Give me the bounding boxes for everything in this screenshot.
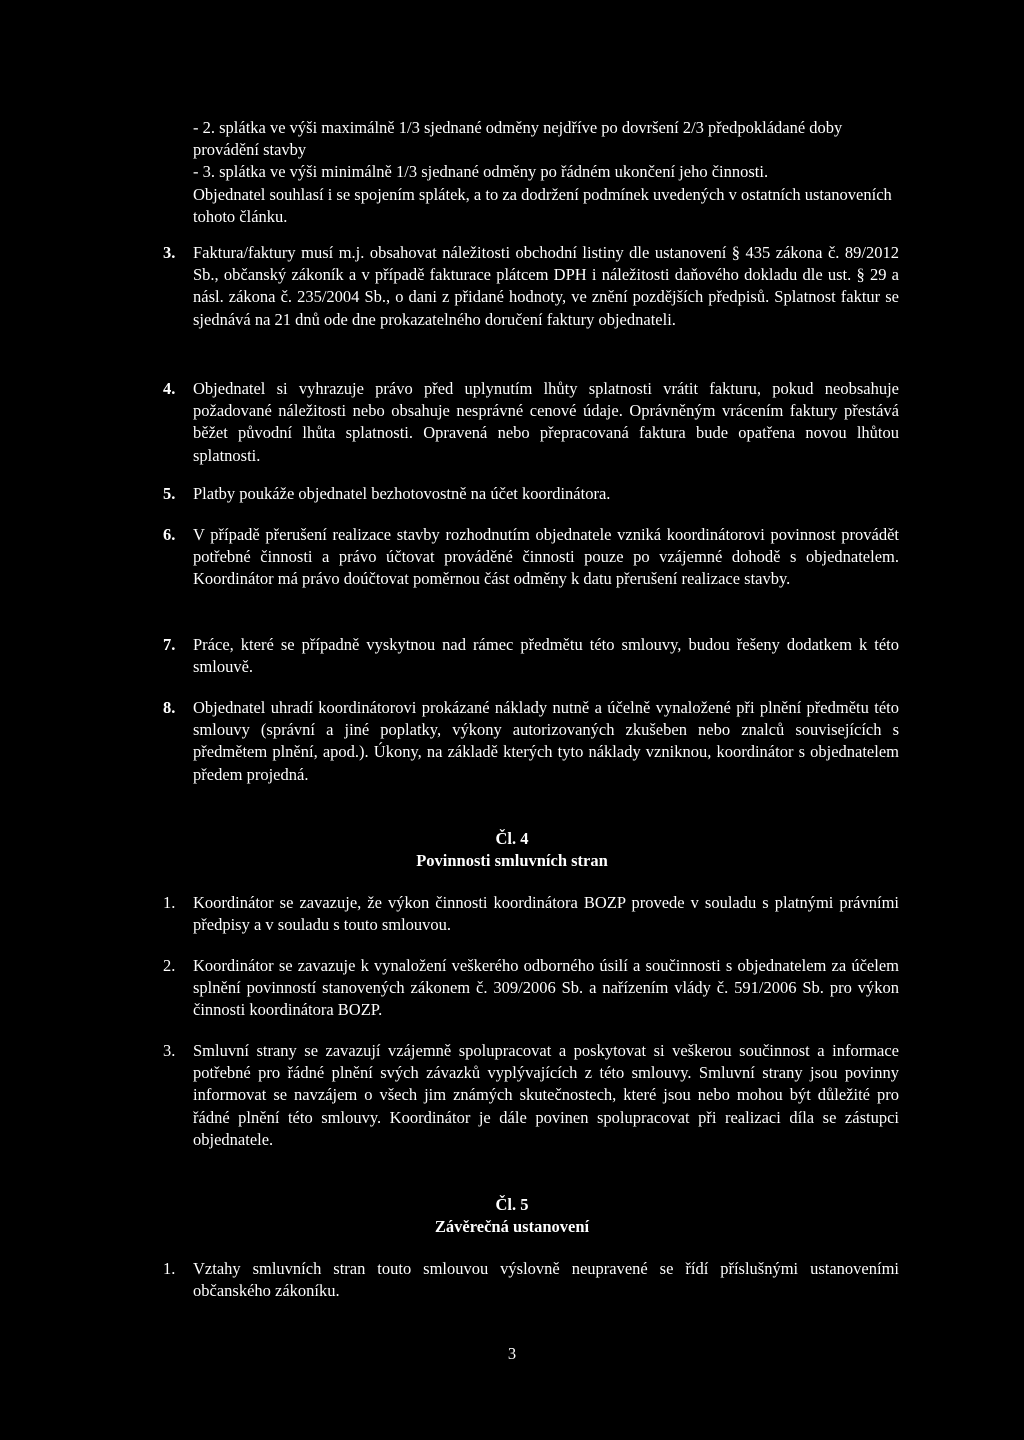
clause-number: 7. bbox=[163, 635, 176, 654]
clause-8 bbox=[163, 697, 899, 786]
clause-number: 5. bbox=[163, 484, 176, 503]
article-4-title: Povinnosti smluvních stran bbox=[416, 851, 608, 870]
clause-number: 3. bbox=[163, 243, 176, 262]
installment-2-line: - 2. splátka ve výši maximálně 1/3 sjednané odměny nejdříve po dovršení 2/3 předpokládané doby provádění stavby bbox=[193, 118, 843, 160]
clause-4 bbox=[163, 378, 899, 467]
article-4-clause-1 bbox=[163, 892, 899, 936]
clause-text: Koordinátor se zavazuje, že výkon činnosti koordinátora BOZP provede v souladu s platnými právními předpisy a v souladu s touto smlouvou. bbox=[193, 893, 899, 935]
clause-5 bbox=[163, 483, 899, 505]
clause-text: Platby poukáže objednatel bezhotovostně na účet koordinátora. bbox=[193, 484, 611, 503]
clause-text: Vztahy smluvních stran touto smlouvou výslovně neupravené se řídí příslušnými ustanoveními občanského zákoníku. bbox=[193, 1259, 899, 1301]
article-5-label: Čl. 5 bbox=[495, 1195, 529, 1214]
clause-number: 6. bbox=[163, 525, 176, 544]
clause-text: V případě přerušení realizace stavby rozhodnutím objednatele vzniká koordinátorovi povinnost provádět potřebné činnosti a právo účtovat prováděné činnosti pouze po vzájemné dohodě s objednatelem. Koordinátor má právo doúčtovat poměrnou část odměny k datu přerušení realizace stavby. bbox=[193, 525, 899, 589]
clause-text: Koordinátor se zavazuje k vynaložení veškerého odborného úsilí a součinnosti s objednatelem za účelem splnění povinností stanovených zákonem č. 309/2006 Sb. a nařízením vlády č. 591/2006 Sb. pro výkon činnosti koordinátora BOZP. bbox=[193, 956, 899, 1020]
clause-3 bbox=[163, 242, 899, 331]
installment-merge-line: Objednatel souhlasí i se spojením splátek, a to za dodržení podmínek uvedených v ostatních ustanoveních tohoto článku. bbox=[193, 184, 892, 226]
clause-text: Objednatel uhradí koordinátorovi prokázané náklady nutně a účelně vynaložené při plnění předmětu této smlouvy (správní a jiné poplatky, výkony autorizovaných zkušeben nebo znalců souvisejících s předmětem plnění, apod.). Úkony, na základě kterých tyto náklady vzniknou, koordinátor s objednatelem předem projedná. bbox=[193, 698, 899, 784]
clause-number: 4. bbox=[163, 379, 176, 398]
clause-number: 3. bbox=[163, 1041, 176, 1060]
article-4-clause-3 bbox=[163, 1040, 899, 1151]
clause-text: Faktura/faktury musí m.j. obsahovat náležitosti obchodní listiny dle ustanovení § 435 zákona č. 89/2012 Sb., občanský zákoník a v případě fakturace plátcem DPH i náležitosti daňového dokladu dle ust. § 29 a násl. zákona č. 235/2004 Sb., o dani z přidané hodnoty, ve znění pozdějších předpisů. Splatnost faktur se sjednává na 21 dnů ode dne prokazatelného doručení faktury objednateli. bbox=[193, 243, 899, 329]
clause-7 bbox=[163, 634, 899, 678]
page-number: 3 bbox=[507, 1344, 517, 1363]
clause-number: 2. bbox=[163, 956, 176, 975]
clause-text: Objednatel si vyhrazuje právo před uplynutím lhůty splatnosti vrátit fakturu, pokud neobsahuje požadované náležitosti nebo obsahuje nesprávné cenové údaje. Oprávněným vrácením faktury přestává běžet původní lhůta splatnosti. Opravená nebo přepracovaná faktura bude opatřena novou lhůtou splatnosti. bbox=[193, 379, 899, 465]
clause-number: 1. bbox=[163, 1259, 176, 1278]
clause-number: 8. bbox=[163, 698, 176, 717]
installment-3-line: - 3. splátka ve výši minimálně 1/3 sjednané odměny po řádném ukončení jeho činnosti. bbox=[193, 162, 769, 182]
clause-text: Smluvní strany se zavazují vzájemně spolupracovat a poskytovat si veškerou součinnost a informace potřebné pro řádné plnění svých závazků vyplývajících z této smlouvy. Smluvní strany jsou povinny informovat se navzájem o všech jim známých skutečnostech, které jsou nebo mohou být důležité pro řádné plnění této smlouvy. Koordinátor je dále povinen spolupracovat při realizaci díla se zástupci objednatele. bbox=[193, 1041, 899, 1149]
article-4-clause-2 bbox=[163, 955, 899, 1022]
clause-text: Práce, které se případně vyskytnou nad rámec předmětu této smlouvy, budou řešeny dodatkem k této smlouvě. bbox=[193, 635, 899, 677]
article-4-label: Čl. 4 bbox=[495, 829, 529, 848]
article-5-clause-1 bbox=[163, 1258, 899, 1302]
intro-paragraph bbox=[193, 117, 899, 228]
clause-6 bbox=[163, 524, 899, 591]
clause-number: 1. bbox=[163, 893, 176, 912]
article-5-title: Závěrečná ustanovení bbox=[434, 1217, 590, 1236]
